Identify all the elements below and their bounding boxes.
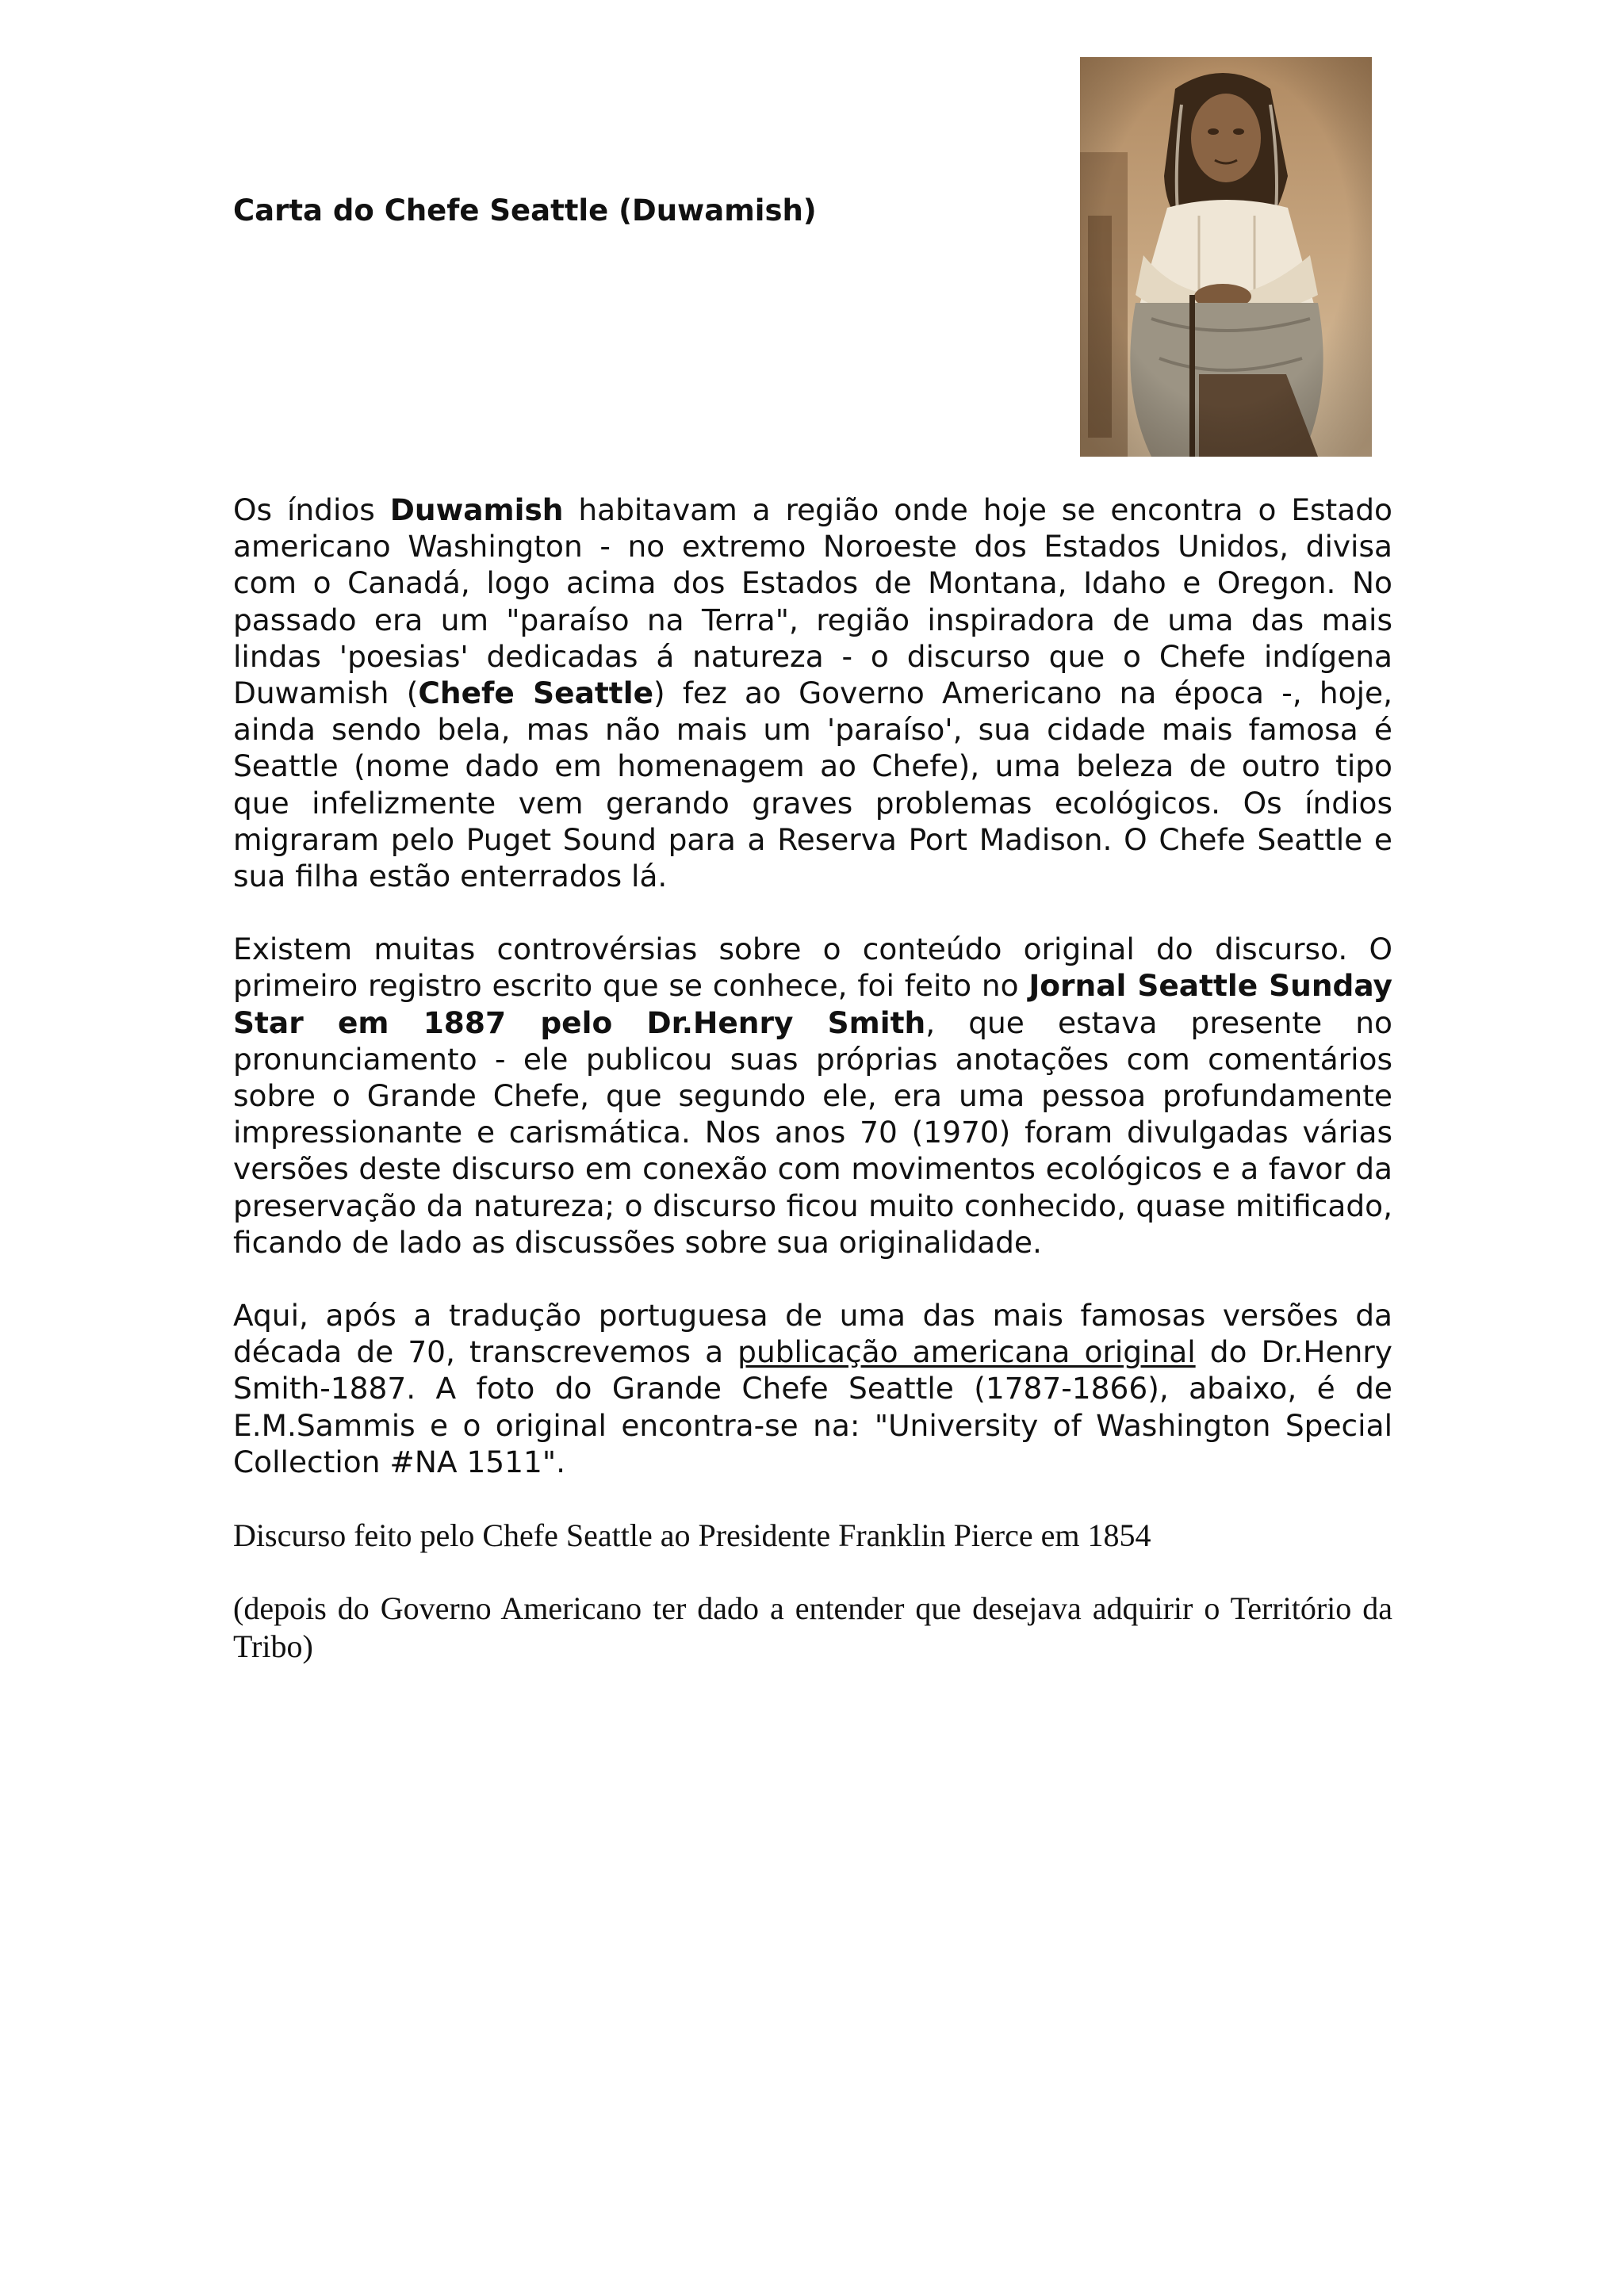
document-body [233, 492, 1392, 1666]
paragraph-text: ) fez ao Governo Americano na época -, hoje, ainda sendo bela, mas não mais um 'paraíso', sua cidade mais famosa é Seattle (nome dado em homenagem ao Chefe), uma beleza de outro tipo que infelizmente vem gerando graves problemas ecológicos. Os índios migraram pelo Puget Sound para a Reserva Port Madison. O Chefe Seattle e sua filha estão enterrados lá. [233, 675, 1392, 894]
bold-chefe-seattle: Chefe Seattle [418, 675, 654, 711]
original-publication-link[interactable]: publicação americana original [737, 1334, 1196, 1370]
paragraph-duwamish-region [233, 492, 1392, 894]
bold-jornal-seattle: Jornal Seattle Sunday Star em 1887 pelo Dr.Henry Smith [233, 968, 1392, 1040]
paragraph-text: Aqui, após a tradução portuguesa de uma das mais famosas versões da década de 70, transcrevemos a [233, 1298, 1392, 1370]
portrait-photo-icon [1080, 57, 1372, 457]
speech-heading: Discurso feito pelo Chefe Seattle ao Presidente Franklin Pierce em 1854 [233, 1517, 1151, 1554]
paragraph-text: do Dr.Henry Smith-1887. A foto do Grande Chefe Seattle (1787-1866), abaixo, é de E.M.Sammis e o original encontra-se na: "University of Washington Special Collection #NA 1511". [233, 1334, 1392, 1479]
bold-duwamish: Duwamish [389, 492, 564, 527]
chief-seattle-portrait-photo [1080, 57, 1372, 457]
paragraph-text: Os índios [233, 492, 390, 527]
paragraph-controversies [233, 931, 1392, 1261]
page-title: Carta do Chefe Seattle (Duwamish) [233, 193, 817, 228]
paragraph-text: , que estava presente no pronunciamento - ele publicou suas próprias anotações com comentários sobre o Grande Chefe, que segundo ele, era uma pessoa profundamente impressionante e carismática. Nos anos 70 (1970) foram divulgadas várias versões deste discurso em conexão com movimentos ecológicos e a favor da preservação da natureza; o discurso ficou muito conhecido, quase mitificado, ficando de lado as discussões sobre sua originalidade. [233, 1004, 1392, 1260]
speech-subheading: (depois do Governo Americano ter dado a entender que desejava adquirir o Território da Tribo) [233, 1590, 1392, 1665]
paragraph-translation-note [233, 1297, 1392, 1480]
paragraph-text: habitavam a região onde hoje se encontra o Estado americano Washington - no extremo Noroeste dos Estados Unidos, divisa com o Canadá, logo acima dos Estados de Montana, Idaho e Oregon. No passado era um "paraíso na Terra", região inspiradora de uma das mais lindas 'poesias' dedicadas á natureza - o discurso que o Chefe indígena Duwamish ( [233, 492, 1392, 711]
paragraph-text: Existem muitas controvérsias sobre o conteúdo original do discurso. O primeiro registro escrito que se conhece, foi feito no [233, 932, 1392, 1004]
